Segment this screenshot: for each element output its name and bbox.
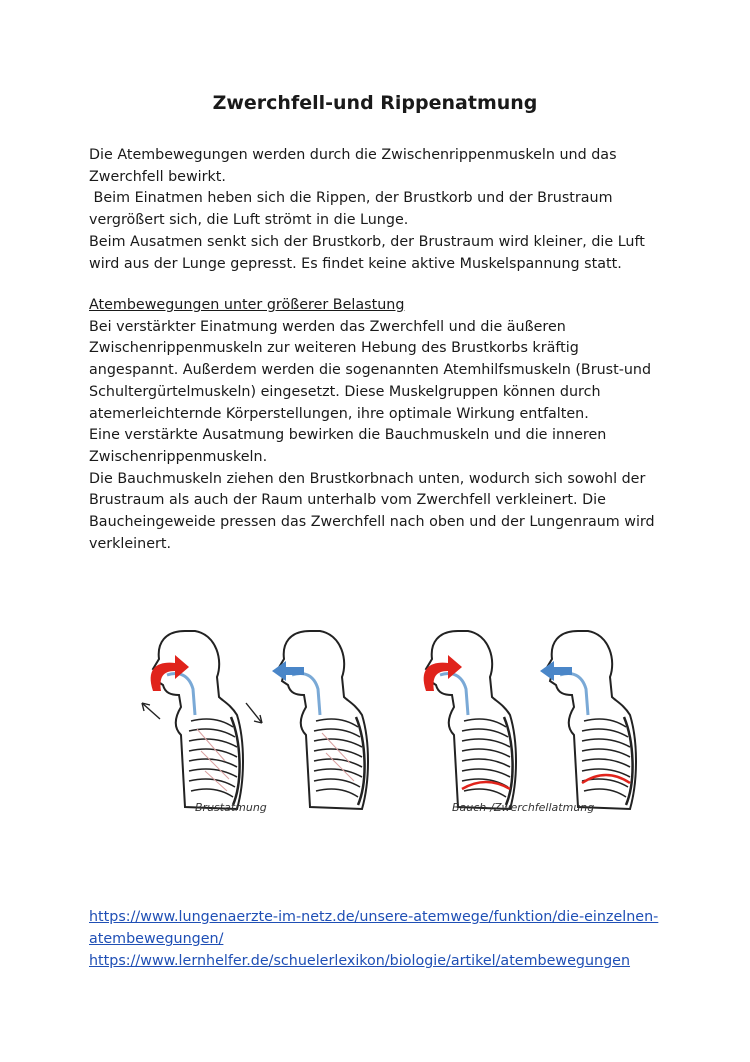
belly-exhale-figure [540,631,636,809]
arrow-down-right-icon [246,703,262,723]
breathing-figure-svg [120,615,640,830]
belastung-section [89,295,669,555]
source-link-lernhelfer[interactable]: https://www.lernhelfer.de/schuelerlexikon/biologie/artikel/atembewegungen [89,953,631,969]
body-paragraph: Eine verstärkte Ausatmung bewirken die Bauchmuskeln und die inneren Zwischenrippenmuskeln. [89,427,607,465]
intro-paragraph: Die Atembewegungen werden durch die Zwischenrippenmuskeln und das Zwerchfell bewirkt. [89,147,617,185]
source-links [89,906,689,972]
section-heading: Atembewegungen unter größerer Belastung [89,297,405,313]
body-paragraph: Bei verstärkter Einatmung werden das Zwerchfell und die äußeren Zwischenrippenmuskeln zur weiteren Hebung des Brustkorbs kräftig angespannt. Außerdem werden die sogenannten Atemhilfsmuskeln (Brust-und Schultergürtelmuskeln) eingesetzt. Diese Muskelgruppen können durch atemerleichternde Körperstellungen, ihre optimale Wirkung entfalten. [89,318,652,422]
belly-inhale-figure [424,631,516,809]
caption-bauchatmung: Bauch-/Zwerchfellatmung [452,801,595,814]
source-link-lungenaerzte[interactable]: https://www.lungenaerzte-im-netz.de/unsere-atemwege/funktion/die-einzelnen-atembewegungen/ [89,909,659,947]
intro-paragraph: Beim Einatmen heben sich die Rippen, der Brustkorb und der Brustraum vergrößert sich, die Luft strömt in die Lunge. [89,190,618,229]
intro-section [89,145,669,275]
caption-brustatmung: Brustatmung [195,801,267,814]
breathing-illustration [120,615,640,830]
chest-inhale-figure [151,631,243,809]
page-title: Zwerchfell-und Rippenatmung [212,92,538,114]
intro-paragraph: Beim Ausatmen senkt sich der Brustkorb, der Brustraum wird kleiner, die Luft wird aus der Lunge gepresst. Es findet keine aktive Muskelspannung statt. [89,233,645,272]
body-paragraph: Die Bauchmuskeln ziehen den Brustkorbnach unten, wodurch sich sowohl der Brustraum als auch der Raum unterhalb vom Zwerchfell verkleinert. Die Baucheingeweide pressen das Zwerchfell nach oben und der Lungenraum wird verkleinert. [89,470,655,552]
chest-exhale-figure [272,631,368,809]
arrow-up-left-icon [142,703,160,719]
